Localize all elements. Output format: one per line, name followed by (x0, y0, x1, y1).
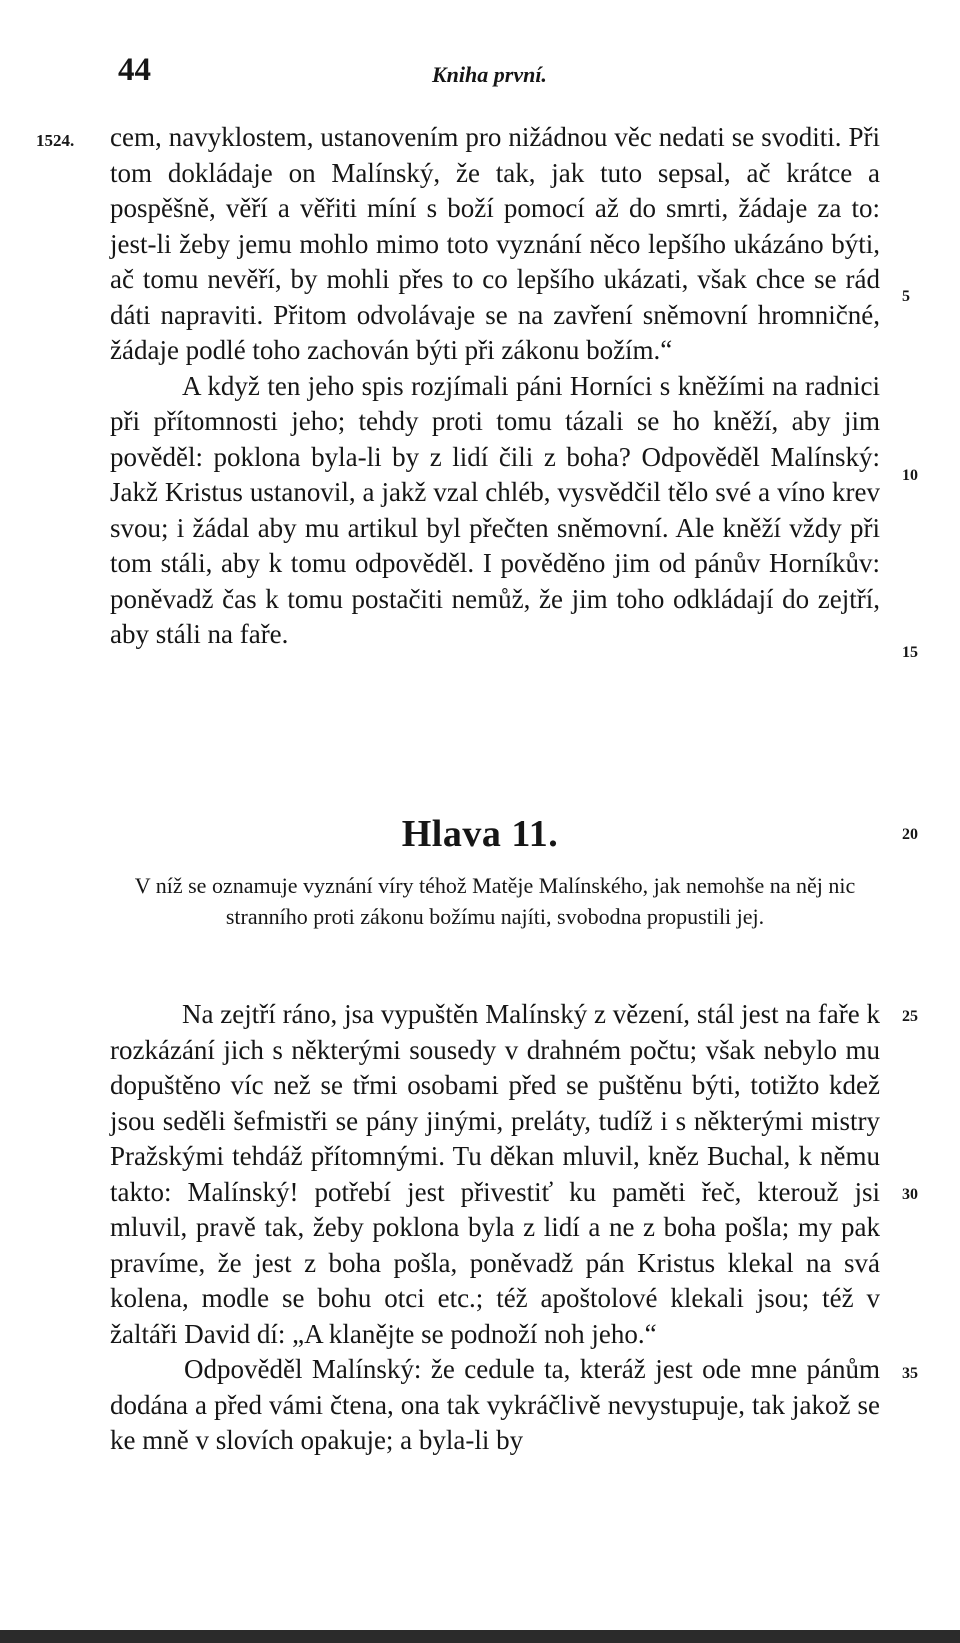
text-block-1 (110, 120, 880, 653)
line-number: 20 (902, 826, 918, 843)
line-number: 35 (902, 1365, 918, 1382)
text-block-2 (110, 997, 880, 1459)
margin-year: 1524. (36, 131, 75, 150)
running-head: Kniha první. (432, 62, 547, 87)
paragraph: Na zejtří ráno, jsa vypuštěn Malínský z vězení, stál jest na faře k rozkázání jich s některými sousedy v drahném počtu; však nebylo mu dopuštěno víc než se třmi osobami před se puštěnu býti, totižto kdež jsou seděli šefmistři se pány jinými, preláty, tudíž i s některými mistry Pražskými tehdáž přítomnými. Tu děkan mluvil, kněz Buchal, k němu takto: Malínský! potřebí jest přivestiť ku paměti řeč, kterouž jsi mluvil, pravě tak, žeby poklona byla z lidí a ne z boha pošla; my pak pravíme, že jest z boha pošla, poněvadž pán Kristus klekal na svá kolena, modle se bohu otci etc.; též apoštolové klekali jsou; též v žaltáři David dí: „A klanějte se podnoží noh jeho.“ (110, 999, 880, 1349)
paragraph: cem, navyklostem, ustanovením pro nižádnou věc nedati se svoditi. Při tom dokládaje on Malínský, že tak, jak tuto sepsal, ač krátce a pospěšně, věří a věřiti míní s boží pomocí až do smrti, žádaje za to: jest-li žeby jemu mohlo mimo toto vyznání něco lepšího ukázáno býti, ač tomu nevěří, by mohli přes to co lepšího ukázati, však chce se rád dáti napraviti. Přitom odvolávaje se na zavření sněmovní hromničné, žádaje podlé toho zachován býti při zákonu božím.“ (110, 122, 880, 365)
chapter-title: Hlava 11. (401, 813, 559, 855)
line-number: 10 (902, 467, 918, 484)
line-number: 5 (902, 288, 910, 305)
line-number: 15 (902, 644, 918, 661)
page-number: 44 (118, 52, 151, 88)
chapter-summary: V níž se oznamuje vyznání víry téhož Matěje Malínského, jak nemohše na něj nic stranního proti zákonu božímu najíti, svobodna propustili jej. (134, 873, 856, 929)
line-number: 25 (902, 1008, 918, 1025)
paragraph: Odpověděl Malínský: že cedule ta, kteráž jest ode mne pánům dodána a před vámi čtena, ona tak vykráčlivě nevystupuje, tak jakož se ke mně v slovích opakuje; a byla-li by (110, 1354, 880, 1455)
line-number: 30 (902, 1186, 918, 1203)
paragraph: A když ten jeho spis rozjímali páni Horníci s kněžími na radnici při přítomnosti jeho; tehdy proti tomu tázali se ho kněží, aby jim pověděl: poklona byla-li by z lidí čili z boha? Odpověděl Malínský: Jakž Kristus ustanovil, a jakž vzal chléb, vysvědčil tělo své a víno krev svou; i žádal aby mu artikul byl přečten sněmovní. Ale kněží vždy při tom stáli, aby k tomu odpověděl. I pověděno jim od pánův Horníkův: poněvadž čas k tomu postačiti nemůž, že jim toho odkládají do zejtří, aby stáli na faře. (110, 370, 880, 649)
scan-edge (0, 1630, 960, 1643)
